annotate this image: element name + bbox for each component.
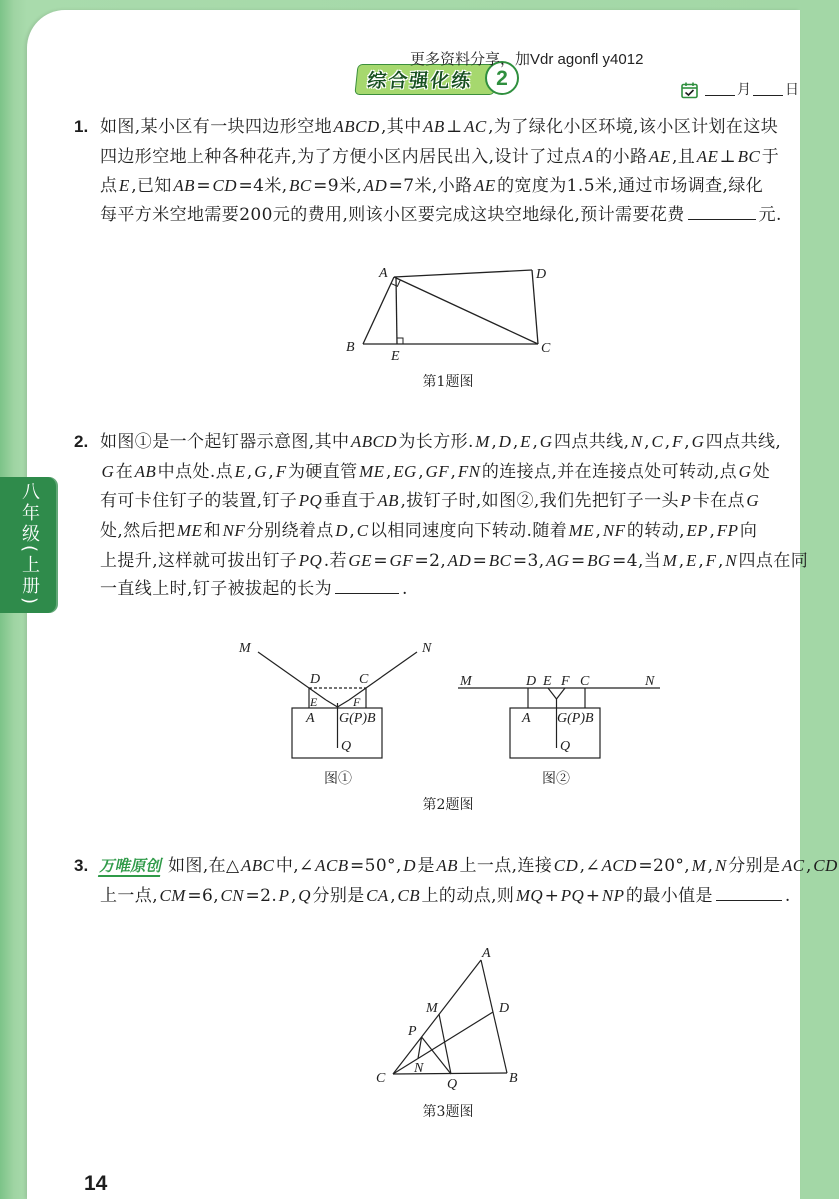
answer-blank [716, 885, 782, 901]
problem-line: G在AB中点处.点E,G,F为硬直管ME,EG,GF,FN的连接点,并在连接点处可转动,点G处 [101, 461, 771, 482]
math-variable: AD [363, 176, 388, 196]
math-variable: AB [134, 461, 157, 481]
math-variable: AE [696, 146, 719, 166]
math-variable: EG [393, 461, 417, 481]
math-variable: N [725, 550, 738, 570]
point-label: D [310, 672, 321, 687]
math-variable: FN [457, 461, 481, 481]
point-label: C [541, 341, 551, 356]
date-field [681, 77, 800, 99]
math-variable: CA [366, 885, 389, 905]
problem-line: 如图①是一个起钉器示意图,其中ABCD为长方形.M,D,E,G四点共线,N,C,F,G四点共线, [100, 432, 782, 452]
math-variable: GF [389, 550, 413, 570]
grade-tab-label: 八年级(上册) [19, 482, 40, 608]
problem-line-text: 上一点,CM=6,CN=2.P,Q分别是CA,CB上的动点,则MQ+PQ+NP的最小值是 [100, 885, 713, 906]
math-variable: BC [488, 550, 512, 570]
math-variable: NP [601, 885, 625, 905]
math-variable: ACB [315, 856, 349, 875]
figure-caption: 第3题图 [422, 1104, 474, 1120]
math-variable: AE [648, 146, 671, 166]
point-label: E [391, 349, 400, 364]
math-variable: EP [686, 521, 708, 541]
point-label: Q [341, 739, 352, 754]
point-label: Q [560, 739, 571, 754]
math-variable: Q [298, 885, 311, 905]
point-label: C [580, 674, 590, 689]
math-variable: CM [159, 885, 186, 905]
page-number: 14 [84, 1172, 108, 1195]
math-variable: CB [397, 885, 421, 905]
day-blank [753, 94, 783, 96]
math-variable: CD [553, 856, 579, 875]
math-variable: M [662, 550, 678, 570]
math-variable: ACD [601, 856, 637, 875]
math-variable: PQ [560, 885, 585, 905]
problem-line: 点E,已知AB=CD=4米,BC=9米,AD=7米,小路AE的宽度为1.5米,通过市场调查,绿化 [100, 176, 764, 197]
math-variable: F [705, 550, 717, 570]
math-variable: GE [348, 550, 372, 570]
point-label: A [482, 946, 491, 961]
point-label: A [306, 711, 315, 726]
problem-number: 1. [74, 117, 89, 136]
math-variable: E [234, 461, 246, 481]
point-label: B [346, 340, 355, 355]
problem-line-text: . [402, 579, 408, 600]
problem-line: 四边形空地上种各种花卉,为了方便小区内居民出入,设计了过点A的小路AE,且AE⊥BC于 [100, 146, 780, 167]
problem-line [100, 881, 800, 911]
calendar-check-icon [681, 82, 698, 99]
point-label: Q [447, 1077, 458, 1092]
math-variable: G [738, 461, 752, 481]
point-label: M [239, 641, 251, 656]
math-variable: GF [425, 461, 450, 481]
math-variable: P [680, 491, 692, 511]
answer-blank [688, 204, 756, 220]
point-label: E [543, 674, 552, 689]
math-variable: BG [587, 550, 611, 570]
point-label: E [310, 695, 318, 709]
math-variable: G [691, 432, 705, 451]
math-variable: AC [464, 117, 487, 136]
problem-line [100, 201, 800, 231]
point-label: N [422, 641, 432, 656]
problem-number: 2. [74, 432, 89, 451]
problem-line [100, 575, 800, 605]
month-label: 月 [737, 82, 751, 98]
math-variable: ABCD [333, 117, 380, 136]
month-blank [705, 94, 735, 96]
math-variable: G [539, 432, 553, 451]
point-label: G(P)B [557, 711, 594, 726]
problem-number: 3. [74, 856, 89, 875]
math-variable: NF [602, 521, 626, 541]
math-variable: CD [813, 856, 838, 875]
problem-line: 上提升,这样就可拔出钉子PQ.若GE=GF=2,AD=BC=3,AG=BG=4,当M,E,F,N四点在同 [100, 550, 809, 571]
point-label: P [408, 1024, 417, 1039]
math-variable: BC [289, 176, 312, 196]
math-variable: CN [220, 885, 244, 905]
math-variable: AC [781, 856, 805, 875]
problem-text [98, 851, 838, 910]
math-variable: CD [212, 176, 237, 196]
math-variable: D [335, 521, 348, 541]
math-variable: P [278, 885, 290, 905]
math-variable: ME [176, 521, 203, 541]
math-variable: F [275, 461, 287, 481]
math-variable: M [691, 856, 707, 875]
math-variable: AB [423, 117, 445, 136]
math-variable: D [498, 432, 512, 451]
math-variable: G [254, 461, 267, 481]
math-variable: MQ [515, 885, 544, 905]
math-variable: G [101, 461, 115, 481]
figure-caption: 第1题图 [422, 374, 474, 390]
math-variable: NF [222, 521, 246, 541]
math-variable: ABCD [350, 432, 397, 451]
section-title: 综合强化练 [366, 70, 474, 92]
point-label: D [526, 674, 537, 689]
math-variable: ME [568, 521, 595, 541]
original-problem-badge: 万唯原创 [98, 857, 165, 875]
problem-line-text: 元. [758, 205, 782, 226]
math-variable: PQ [298, 491, 323, 511]
point-label: M [460, 674, 472, 689]
problem-line [98, 851, 838, 881]
math-variable: AG [546, 550, 570, 570]
problem-line-text: 一直线上时,钉子被拔起的长为 [100, 579, 333, 600]
grade-tab [0, 477, 58, 613]
math-variable: AB [436, 856, 458, 875]
math-variable: AB [377, 491, 399, 511]
math-variable: C [651, 432, 664, 451]
point-label: D [536, 267, 547, 282]
math-variable: ABC [241, 856, 275, 875]
sub-figure-caption: 图① [324, 771, 352, 787]
point-label: N [645, 674, 655, 689]
problem-line-text: 如图,在△ABC中,∠ACB=50°,D是AB上一点,连接CD,∠ACD=20°,M,N分别是AC,CD [168, 856, 838, 876]
problem-text [100, 427, 809, 605]
point-label: D [499, 1001, 510, 1016]
math-variable: BC [737, 146, 761, 166]
math-variable: AE [474, 176, 496, 196]
math-variable: E [686, 550, 697, 570]
math-variable: FP [716, 521, 739, 541]
math-variable: F [672, 432, 683, 451]
point-label: F [353, 695, 361, 709]
math-variable: N [714, 856, 727, 875]
day-label: 日 [785, 82, 799, 98]
problem-line: 处,然后把ME和NF分别绕着点D,C以相同速度向下转动.随着ME,NF的转动,EP,FP向 [100, 521, 758, 542]
point-label: C [376, 1071, 386, 1086]
point-label: M [426, 1001, 438, 1016]
answer-blank [335, 578, 399, 594]
math-variable: N [630, 432, 643, 451]
point-label: F [561, 674, 570, 689]
point-label: A [522, 711, 531, 726]
math-variable: D [403, 856, 416, 875]
math-variable: AB [173, 176, 195, 196]
point-label: B [509, 1071, 518, 1086]
problem-line: 有可卡住钉子的装置,钉子PQ垂直于AB,拔钉子时,如图②,我们先把钉子一头P卡在点G [100, 491, 760, 512]
math-variable: PQ [298, 550, 323, 570]
math-variable: G [746, 491, 760, 511]
problem-line-text: 每平方米空地需要200元的费用,则该小区要完成这块空地绿化,预计需要花费 [100, 205, 685, 226]
point-label: C [359, 672, 369, 687]
math-variable: A [582, 146, 594, 166]
math-variable: E [118, 176, 130, 196]
sub-figure-caption: 图② [542, 771, 570, 787]
math-variable: ME [359, 461, 385, 481]
problem-line-text: . [784, 885, 791, 906]
math-variable: AD [447, 550, 472, 570]
figure-caption: 第2题图 [422, 797, 474, 813]
point-label: N [414, 1061, 424, 1076]
watermark-text: 更多资料分享，加Vdr agonfl y4012 [410, 51, 644, 68]
math-variable: C [356, 521, 369, 541]
section-number: 2 [496, 66, 508, 90]
math-variable: M [475, 432, 490, 451]
problem-line: 如图,某小区有一块四边形空地ABCD,其中AB⊥AC,为了绿化小区环境,该小区计划在这块 [100, 117, 779, 137]
point-label: A [379, 266, 388, 281]
problem-text [100, 112, 800, 231]
math-variable: E [520, 432, 531, 451]
point-label: G(P)B [339, 711, 376, 726]
